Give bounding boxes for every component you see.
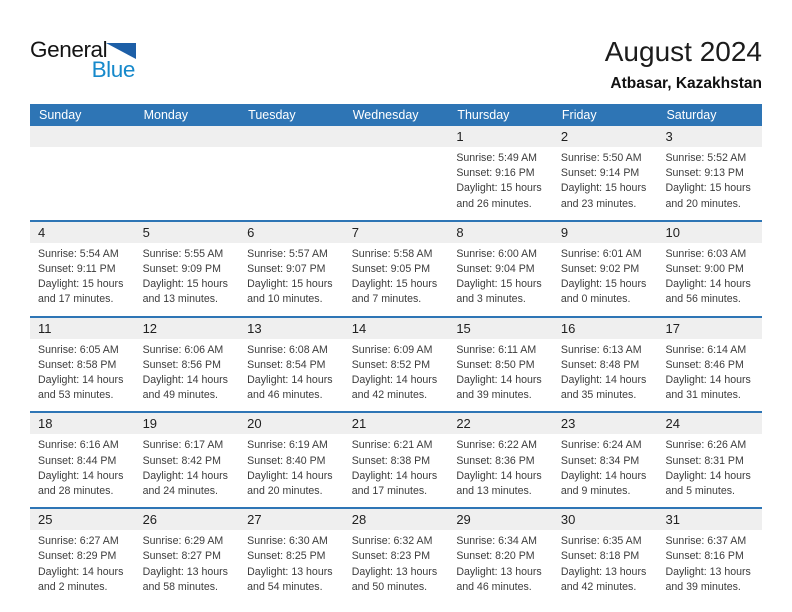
day-number: 14 [344,318,449,339]
daylight-text-line1: Daylight: 14 hours [351,469,438,482]
sunset-text: Sunset: 8:27 PM [142,550,221,563]
day-number [344,126,449,147]
day-number: 28 [344,509,449,530]
day-info [344,434,449,507]
empty-cell [30,126,135,220]
sunrise-text: Sunrise: 6:30 AM [247,535,328,548]
week-row [30,507,762,603]
daylight-text-line1: Daylight: 15 hours [560,182,647,195]
page-title: August 2024 [604,36,762,67]
daylight-text-line2: and 0 minutes. [560,293,631,306]
daylight-text-line1: Daylight: 14 hours [142,374,228,387]
daylight-text-line2: and 28 minutes. [38,485,114,498]
sunset-text: Sunset: 8:52 PM [351,358,431,371]
daylight-text-line2: and 56 minutes. [665,293,741,306]
daylight-text-line2: and 13 minutes. [142,293,218,306]
daylight-text-line1: Daylight: 15 hours [456,182,542,195]
day-info [448,243,553,316]
sunrise-text: Sunrise: 6:21 AM [351,439,433,452]
day-number: 10 [657,222,762,243]
daylight-text-line1: Daylight: 15 hours [560,278,647,291]
day-cell [657,222,762,316]
week-row [30,411,762,507]
day-number: 29 [448,509,553,530]
sunrise-text: Sunrise: 6:22 AM [456,439,537,452]
sunset-text: Sunset: 8:36 PM [456,454,535,467]
sunrise-text: Sunrise: 6:29 AM [142,535,224,548]
title-block [605,36,762,93]
daylight-text-line2: and 26 minutes. [456,197,532,210]
day-info [448,434,553,507]
day-info [553,147,658,220]
daylight-text-line1: Daylight: 13 hours [665,565,751,578]
day-number: 12 [135,318,240,339]
day-cell [657,126,762,220]
day-cell [239,222,344,316]
day-number: 18 [30,413,135,434]
weekday-header-saturday: Saturday [666,108,717,122]
day-number: 2 [553,126,658,147]
daylight-text-line1: Daylight: 13 hours [456,565,542,578]
sunrise-text: Sunrise: 5:50 AM [560,152,642,164]
day-info [30,339,135,412]
day-cell [135,222,240,316]
sunrise-text: Sunrise: 5:55 AM [142,247,224,260]
daylight-text-line2: and 42 minutes. [351,389,428,402]
day-number: 21 [344,413,449,434]
week-row [30,126,762,220]
sunset-text: Sunset: 9:02 PM [560,263,640,276]
logo-text-blue: Blue [91,57,135,82]
sunrise-text: Sunrise: 6:34 AM [456,535,537,548]
sunrise-text: Sunrise: 6:32 AM [351,535,433,548]
sunrise-text: Sunrise: 6:37 AM [665,535,747,548]
weekday-header-monday: Monday [143,108,189,122]
day-number: 9 [553,222,658,243]
day-cell [553,413,658,507]
daylight-text-line2: and 24 minutes. [142,485,218,498]
day-cell [30,318,135,412]
daylight-text-line1: Daylight: 15 hours [456,278,542,291]
day-cell [553,509,658,603]
daylight-text-line1: Daylight: 14 hours [665,469,751,482]
day-cell [239,413,344,507]
day-number: 11 [30,318,135,339]
sunrise-text: Sunrise: 6:16 AM [38,439,119,452]
day-number: 25 [30,509,135,530]
daylight-text-line1: Daylight: 13 hours [560,565,647,578]
daylight-text-line2: and 50 minutes. [351,580,428,593]
day-cell [30,509,135,603]
daylight-text-line2: and 7 minutes. [351,293,422,306]
day-info [239,434,344,507]
sunset-text: Sunset: 9:13 PM [665,167,744,180]
day-number: 27 [239,509,344,530]
daylight-text-line2: and 2 minutes. [38,580,108,593]
daylight-text-line1: Daylight: 14 hours [38,469,124,482]
day-number: 5 [135,222,240,243]
daylight-text-line1: Daylight: 14 hours [142,469,228,482]
day-cell [30,413,135,507]
weekday-header-thursday: Thursday [457,108,510,122]
day-number: 8 [448,222,553,243]
day-number: 6 [239,222,344,243]
daylight-text-line2: and 13 minutes. [456,485,532,498]
daylight-text-line2: and 35 minutes. [560,389,637,402]
day-cell [344,413,449,507]
day-number: 17 [657,318,762,339]
daylight-text-line2: and 46 minutes. [456,580,532,593]
daylight-text-line1: Daylight: 13 hours [142,565,228,578]
day-number: 22 [448,413,553,434]
day-cell [135,318,240,412]
day-number [135,126,240,147]
day-info [448,530,553,603]
daylight-text-line1: Daylight: 14 hours [247,374,333,387]
sunset-text: Sunset: 9:07 PM [247,263,326,276]
sunrise-text: Sunrise: 6:08 AM [247,343,328,356]
week-row [30,220,762,316]
sunrise-text: Sunrise: 6:03 AM [665,247,747,260]
sunrise-text: Sunrise: 6:24 AM [560,439,642,452]
daylight-text-line1: Daylight: 15 hours [351,278,438,291]
sunrise-text: Sunrise: 6:14 AM [665,343,747,356]
weekday-header-friday: Friday [561,108,597,122]
day-info [657,243,762,316]
day-info [657,339,762,412]
daylight-text-line2: and 39 minutes. [665,580,741,593]
day-info [448,147,553,220]
sunset-text: Sunset: 8:56 PM [142,358,221,371]
sunrise-text: Sunrise: 6:09 AM [351,343,433,356]
day-cell [657,413,762,507]
sunset-text: Sunset: 8:46 PM [665,358,744,371]
sunset-text: Sunset: 9:04 PM [456,263,535,276]
day-cell [448,126,553,220]
day-cell [553,126,658,220]
daylight-text-line1: Daylight: 13 hours [247,565,333,578]
sunset-text: Sunset: 8:58 PM [38,358,117,371]
daylight-text-line1: Daylight: 15 hours [142,278,228,291]
daylight-text-line2: and 5 minutes. [665,485,735,498]
sunset-text: Sunset: 8:23 PM [351,550,431,563]
day-info [344,243,449,316]
daylight-text-line2: and 23 minutes. [560,197,637,210]
daylight-text-line1: Daylight: 14 hours [560,469,647,482]
daylight-text-line2: and 17 minutes. [38,293,114,306]
day-info [553,434,658,507]
sunset-text: Sunset: 8:29 PM [38,550,117,563]
sunset-text: Sunset: 9:11 PM [38,263,116,276]
sunrise-text: Sunrise: 6:13 AM [560,343,642,356]
day-info [135,434,240,507]
day-info [30,243,135,316]
sunrise-text: Sunrise: 6:00 AM [456,247,537,260]
day-info [30,530,135,603]
sunset-text: Sunset: 8:25 PM [247,550,326,563]
daylight-text-line2: and 20 minutes. [665,197,741,210]
sunset-text: Sunset: 8:48 PM [560,358,640,371]
day-info [135,339,240,412]
sunset-text: Sunset: 8:18 PM [560,550,640,563]
logo [30,39,136,85]
sunrise-text: Sunrise: 6:17 AM [142,439,224,452]
sunset-text: Sunset: 8:31 PM [665,454,744,467]
day-info [553,243,658,316]
daylight-text-line1: Daylight: 14 hours [38,565,124,578]
daylight-text-line2: and 3 minutes. [456,293,526,306]
daylight-text-line2: and 58 minutes. [142,580,218,593]
sunset-text: Sunset: 8:34 PM [560,454,640,467]
day-info [657,434,762,507]
day-cell [30,222,135,316]
day-cell [448,509,553,603]
daylight-text-line1: Daylight: 14 hours [38,374,124,387]
day-number [30,126,135,147]
sunrise-text: Sunrise: 6:06 AM [142,343,224,356]
sunrise-text: Sunrise: 5:58 AM [351,247,433,260]
day-info [657,530,762,603]
daylight-text-line2: and 49 minutes. [142,389,218,402]
daylight-text-line2: and 20 minutes. [247,485,323,498]
day-cell [344,222,449,316]
sunset-text: Sunset: 8:54 PM [247,358,326,371]
day-cell [239,509,344,603]
daylight-text-line1: Daylight: 14 hours [247,469,333,482]
sunset-text: Sunset: 9:00 PM [665,263,744,276]
sunrise-text: Sunrise: 6:27 AM [38,535,119,548]
day-cell [135,413,240,507]
day-number: 20 [239,413,344,434]
sunset-text: Sunset: 8:44 PM [38,454,117,467]
empty-cell [239,126,344,220]
sunrise-text: Sunrise: 5:57 AM [247,247,328,260]
daylight-text-line1: Daylight: 14 hours [456,469,542,482]
day-number: 13 [239,318,344,339]
daylight-text-line2: and 10 minutes. [247,293,323,306]
day-cell [448,413,553,507]
day-info [30,434,135,507]
day-number: 30 [553,509,658,530]
day-info [344,530,449,603]
daylight-text-line1: Daylight: 14 hours [351,374,438,387]
day-info [448,339,553,412]
daylight-text-line1: Daylight: 14 hours [665,278,751,291]
day-info [239,243,344,316]
daylight-text-line1: Daylight: 15 hours [247,278,333,291]
daylight-text-line1: Daylight: 14 hours [560,374,647,387]
day-number: 15 [448,318,553,339]
sunset-text: Sunset: 9:09 PM [142,263,221,276]
day-cell [553,222,658,316]
day-number: 16 [553,318,658,339]
daylight-text-line1: Daylight: 15 hours [38,278,124,291]
day-number: 4 [30,222,135,243]
weekday-header-wednesday: Wednesday [352,108,419,122]
sunrise-text: Sunrise: 6:35 AM [560,535,642,548]
daylight-text-line1: Daylight: 14 hours [665,374,751,387]
day-cell [448,318,553,412]
daylight-text-line2: and 31 minutes. [665,389,741,402]
logo-text-general: General [30,37,108,62]
daylight-text-line2: and 42 minutes. [560,580,637,593]
sunrise-text: Sunrise: 6:01 AM [560,247,642,260]
week-row [30,316,762,412]
day-info [135,243,240,316]
day-cell [135,509,240,603]
daylight-text-line2: and 46 minutes. [247,389,323,402]
sunrise-text: Sunrise: 6:19 AM [247,439,328,452]
sunset-text: Sunset: 8:50 PM [456,358,535,371]
weekday-header-sunday: Sunday [39,108,82,122]
day-cell [553,318,658,412]
calendar-weeks [30,126,762,603]
day-number: 26 [135,509,240,530]
daylight-text-line2: and 17 minutes. [351,485,428,498]
daylight-text-line1: Daylight: 15 hours [665,182,751,195]
day-number: 3 [657,126,762,147]
sunrise-text: Sunrise: 5:49 AM [456,152,537,164]
day-info [344,339,449,412]
location-subtitle: Atbasar, Kazakhstan [610,75,762,92]
weekday-header-row [30,104,762,126]
day-cell [657,318,762,412]
day-number [239,126,344,147]
sunset-text: Sunset: 9:16 PM [456,167,535,180]
sunset-text: Sunset: 8:42 PM [142,454,221,467]
day-cell [239,318,344,412]
day-info [135,530,240,603]
day-cell [657,509,762,603]
day-info [553,530,658,603]
day-info [553,339,658,412]
sunset-text: Sunset: 9:14 PM [560,167,640,180]
day-number: 19 [135,413,240,434]
sunrise-text: Sunrise: 6:11 AM [456,343,537,356]
day-number: 23 [553,413,658,434]
day-number: 24 [657,413,762,434]
daylight-text-line2: and 9 minutes. [560,485,631,498]
daylight-text-line2: and 54 minutes. [247,580,323,593]
sunset-text: Sunset: 8:20 PM [456,550,535,563]
day-info [657,147,762,220]
day-cell [344,509,449,603]
sunrise-text: Sunrise: 6:05 AM [38,343,119,356]
sunset-text: Sunset: 8:16 PM [665,550,744,563]
weekday-header-tuesday: Tuesday [248,108,296,122]
day-number: 7 [344,222,449,243]
daylight-text-line1: Daylight: 13 hours [351,565,438,578]
calendar [30,104,762,603]
sunrise-text: Sunrise: 5:52 AM [665,152,747,164]
day-info [239,530,344,603]
day-cell [448,222,553,316]
sunset-text: Sunset: 8:38 PM [351,454,431,467]
day-cell [344,318,449,412]
day-number: 1 [448,126,553,147]
empty-cell [344,126,449,220]
day-number: 31 [657,509,762,530]
sunrise-text: Sunrise: 6:26 AM [665,439,747,452]
empty-cell [135,126,240,220]
daylight-text-line1: Daylight: 14 hours [456,374,542,387]
sunrise-text: Sunrise: 5:54 AM [38,247,119,260]
sunset-text: Sunset: 9:05 PM [351,263,431,276]
daylight-text-line2: and 39 minutes. [456,389,532,402]
day-info [239,339,344,412]
daylight-text-line2: and 53 minutes. [38,389,114,402]
sunset-text: Sunset: 8:40 PM [247,454,326,467]
